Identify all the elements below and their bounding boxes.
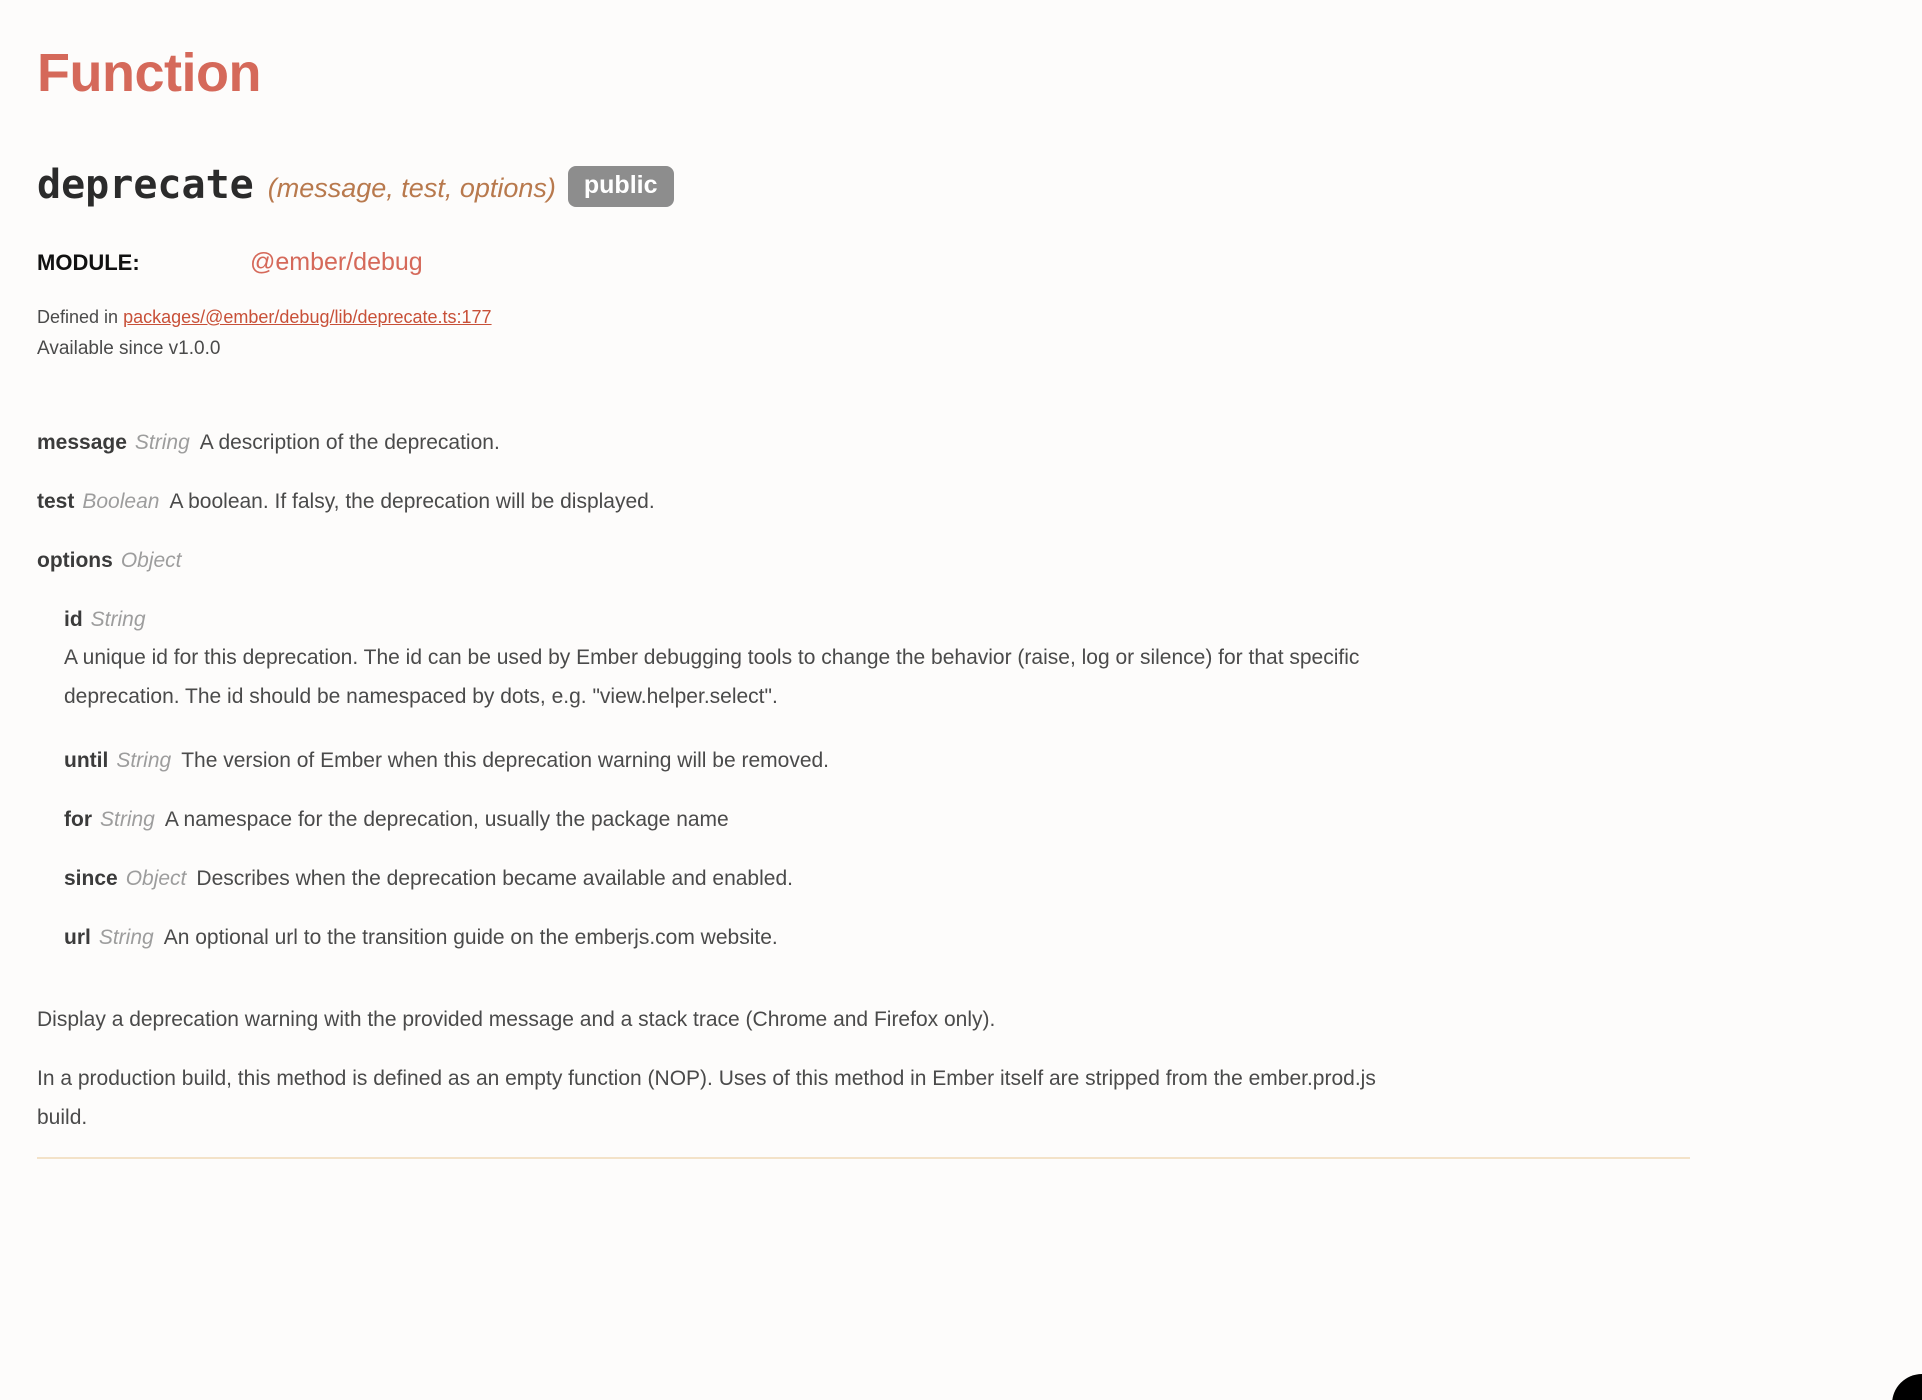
method-heading [37,162,1882,208]
parameter-description: A description of the deprecation. [199,431,500,454]
available-since: Available since v1.0.0 [37,338,221,359]
parameter-description: A unique id for this deprecation. The id can be used by Ember debugging tools to change the behavior (raise, log or silence) for that specific deprecation. The id should be namespaced by dots, e.g. "view.helper.select". [64,646,1360,708]
parameter-type: String [98,926,154,949]
method-signature: (message, test, options) [267,172,556,203]
parameter-test [37,487,1882,516]
method-name: deprecate [37,162,254,208]
defined-in-prefix: Defined in [37,307,124,327]
parameter-type: String [100,808,155,831]
parameter-name: until [64,749,109,772]
corner-overlay-shape [1892,1374,1922,1400]
parameter-description: The version of Ember when this deprecation warning will be removed. [181,749,830,772]
parameter-options [37,546,1882,952]
parameter-description: A namespace for the deprecation, usually the package name [164,808,729,831]
parameter-name: test [37,490,75,513]
parameter-message [37,428,1882,457]
parameter-description: A boolean. If falsy, the deprecation will be displayed. [169,490,655,513]
parameter-children-options [64,605,1882,952]
access-badge: public [568,166,674,207]
parameter-id [64,605,1882,716]
parameter-list [37,428,1882,952]
parameter-url [64,923,1882,952]
parameter-name: message [37,431,127,454]
parameter-name: url [64,926,91,949]
defined-in-link[interactable]: packages/@ember/debug/lib/deprecate.ts:177 [123,307,492,327]
parameter-for [64,805,1882,834]
parameter-type: String [116,749,172,772]
parameter-name: options [37,549,113,572]
parameter-name: for [64,808,92,831]
module-row [37,248,1882,277]
parameter-description: Describes when the deprecation became available and enabled. [196,867,793,890]
description-paragraph: In a production build, this method is defined as an empty function (NOP). Uses of this method in Ember itself are stripped from the ember.prod.js build. [37,1067,1376,1129]
defined-in-line [37,307,1882,328]
section-divider [37,1157,1690,1159]
page-title: Function [37,43,261,103]
module-link[interactable]: @ember/debug [250,248,423,276]
parameter-type: Object [120,549,182,572]
module-label: MODULE: [37,250,140,275]
method-description [37,1000,1882,1137]
description-paragraph: Display a deprecation warning with the provided message and a stack trace (Chrome and Firefox only). [37,1008,996,1031]
parameter-until [64,746,1882,775]
parameter-type: String [90,608,146,631]
parameter-type: Object [125,867,187,890]
parameter-since [64,864,1882,893]
parameter-type: String [134,431,190,454]
parameter-type: Boolean [82,490,160,513]
parameter-name: since [64,867,118,890]
parameter-description: An optional url to the transition guide on the emberjs.com website. [163,926,778,949]
parameter-name: id [64,608,83,631]
